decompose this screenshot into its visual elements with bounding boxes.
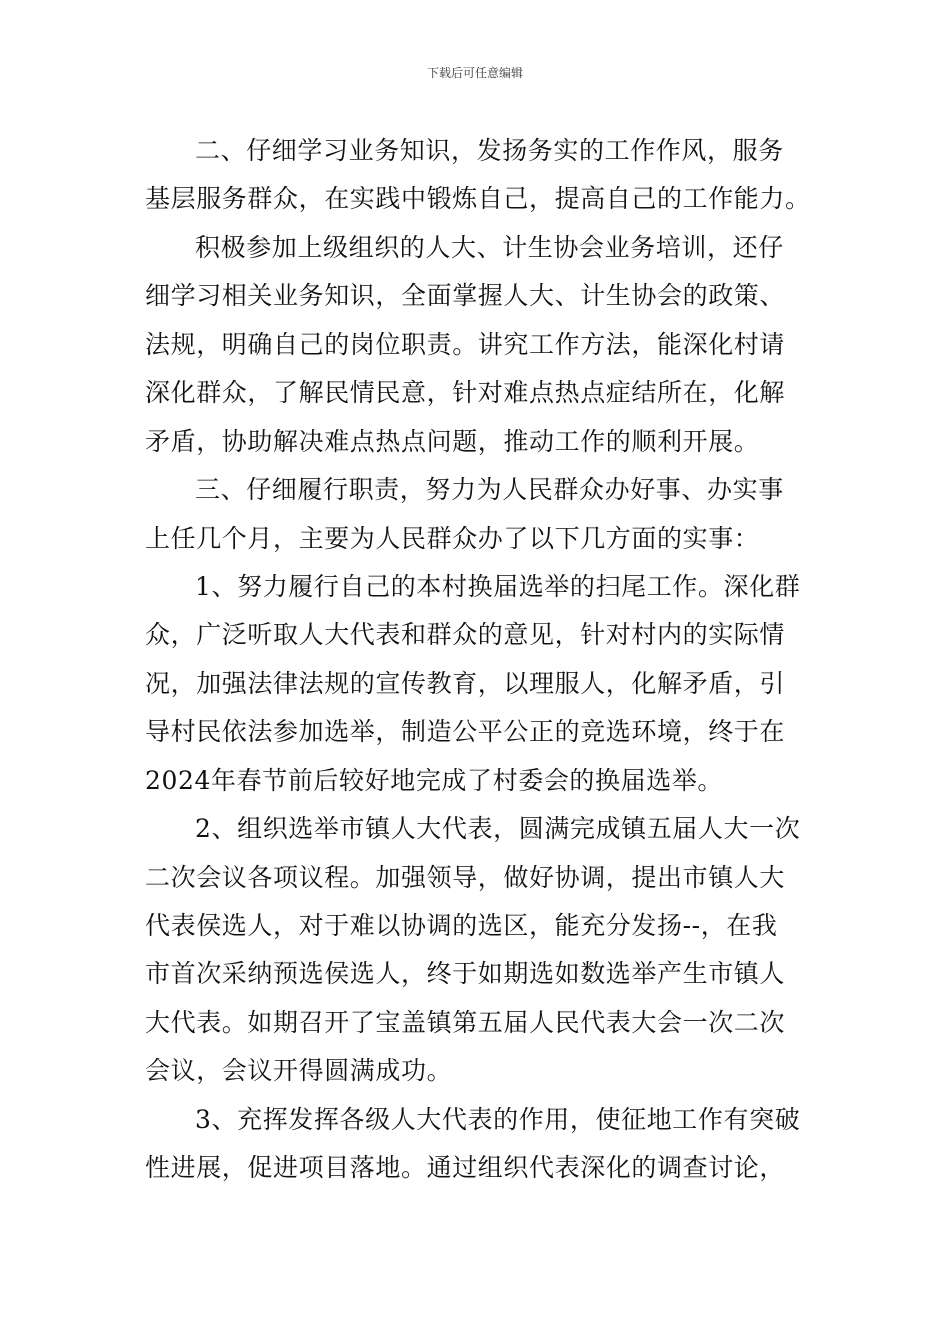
paragraph-line: 积极参加上级组织的人大、计生协会业务培训，还仔 xyxy=(195,232,784,262)
paragraph-line: 矛盾，协助解决难点热点问题，推动工作的顺利开展。 xyxy=(145,426,760,456)
paragraph-line: 况，加强法律法规的宣传教育，以理服人，化解矛盾，引 xyxy=(145,668,786,698)
paragraph-line: 导村民依法参加选举，制造公平公正的竞选环境，终于在 xyxy=(145,717,786,747)
paragraph-line: 2024年春节前后较好地完成了村委会的换届选举。 xyxy=(145,765,724,795)
paragraph-line: 法规，明确自己的岗位职责。讲究工作方法，能深化村请 xyxy=(145,329,786,359)
paragraph-line: 三、仔细履行职责，努力为人民群众办好事、办实事 xyxy=(195,475,784,505)
paragraph-line: 会议，会议开得圆满成功。 xyxy=(145,1056,453,1086)
paragraph-line: 众，广泛听取人大代表和群众的意见，针对村内的实际情 xyxy=(145,620,786,650)
paragraph-line: 二次会议各项议程。加强领导，做好协调，提出市镇人大 xyxy=(145,862,786,892)
page-header: 下载后可任意编辑 xyxy=(426,66,523,80)
paragraph-line: 性进展，促进项目落地。通过组织代表深化的调查讨论， xyxy=(145,1153,786,1183)
paragraph-line: 二、仔细学习业务知识，发扬务实的工作作风，服务 xyxy=(195,136,784,165)
paragraph-line: 3、充挥发挥各级人大代表的作用，使征地工作有突破 xyxy=(195,1104,801,1134)
paragraph-line: 大代表。如期召开了宝盖镇第五届人民代表大会一次二次 xyxy=(145,1007,786,1037)
paragraph-line: 1、努力履行自己的本村换届选举的扫尾工作。深化群 xyxy=(195,571,801,601)
paragraph-line: 市首次采纳预选侯选人，终于如期选如数选举产生市镇人 xyxy=(145,959,786,989)
paragraph-line: 基层服务群众，在实践中锻炼自己，提高自己的工作能力。 xyxy=(145,184,811,214)
paragraph-line: 上任几个月，主要为人民群众办了以下几方面的实事： xyxy=(145,523,760,553)
paragraph-line: 细学习相关业务知识，全面掌握人大、计生协会的政策、 xyxy=(145,281,786,311)
paragraph-line: 代表侯选人，对于难以协调的选区，能充分发扬--，在我 xyxy=(145,911,778,940)
paragraph-line: 2、组织选举市镇人大代表，圆满完成镇五届人大一次 xyxy=(195,814,801,844)
paragraph-line: 深化群众，了解民情民意，针对难点热点症结所在，化解 xyxy=(145,378,786,408)
document-body xyxy=(145,127,810,1193)
